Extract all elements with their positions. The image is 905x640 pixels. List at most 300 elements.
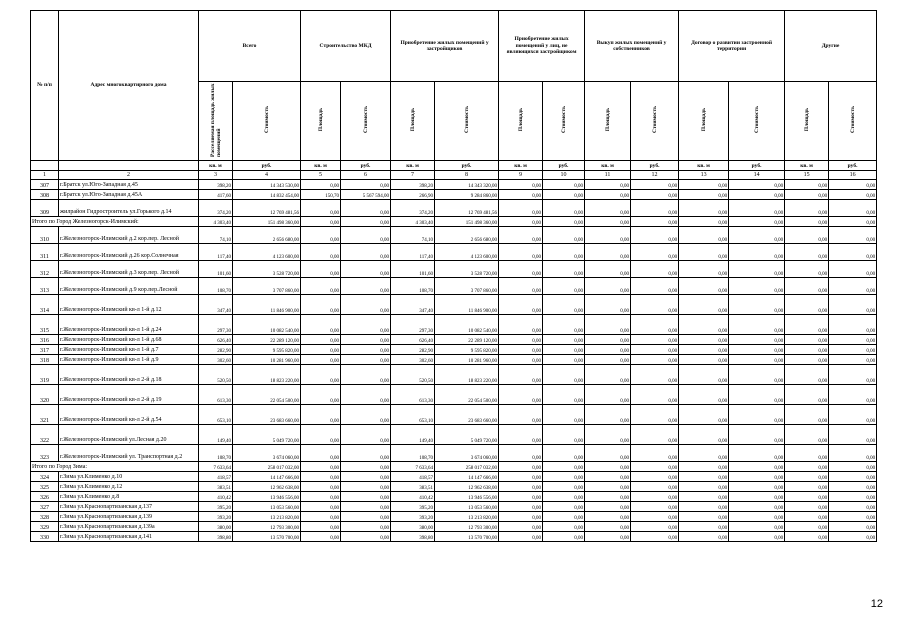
row-address: г.Зима ул.Краснопартизанская д.141 bbox=[59, 532, 199, 542]
cell-cost: 0,00 bbox=[543, 315, 585, 335]
subheader-cost: Стоимость bbox=[729, 82, 785, 161]
cell-cost: 0,00 bbox=[729, 405, 785, 425]
cell-area: 0,00 bbox=[499, 365, 543, 385]
cell-cost: 0,00 bbox=[729, 315, 785, 335]
cell-cost: 0,00 bbox=[829, 405, 877, 425]
cell-cost: 13 570 700,00 bbox=[233, 532, 301, 542]
cell-cost: 0,00 bbox=[341, 295, 391, 315]
cell-area: 149,40 bbox=[391, 425, 435, 445]
column-number: 9 bbox=[499, 171, 543, 180]
cell-area: 418,57 bbox=[199, 472, 233, 482]
cell-cost: 0,00 bbox=[631, 365, 679, 385]
cell-cost: 0,00 bbox=[543, 278, 585, 295]
cell-cost: 18 823 220,00 bbox=[435, 365, 499, 385]
cell-area: 0,00 bbox=[679, 345, 729, 355]
cell-cost: 10 281 960,00 bbox=[233, 355, 301, 365]
table-row bbox=[31, 502, 877, 512]
cell-area: 398,20 bbox=[391, 180, 435, 190]
cell-area: 0,00 bbox=[301, 522, 341, 532]
cell-area: 0,00 bbox=[785, 200, 829, 217]
cell-area: 0,00 bbox=[499, 200, 543, 217]
cell-area: 117,40 bbox=[199, 244, 233, 261]
cell-area: 0,00 bbox=[301, 335, 341, 345]
cell-area: 0,00 bbox=[585, 190, 631, 200]
cell-cost: 3 674 060,00 bbox=[435, 445, 499, 462]
cell-cost: 0,00 bbox=[543, 355, 585, 365]
cell-area: 0,00 bbox=[785, 335, 829, 345]
cell-cost: 4 123 600,00 bbox=[435, 244, 499, 261]
cell-area: 108,70 bbox=[391, 278, 435, 295]
cell-area: 410,42 bbox=[199, 492, 233, 502]
cell-cost: 0,00 bbox=[829, 217, 877, 227]
cell-cost: 0,00 bbox=[341, 217, 391, 227]
cell-cost: 0,00 bbox=[543, 472, 585, 482]
cell-cost: 0,00 bbox=[729, 261, 785, 278]
cell-cost: 0,00 bbox=[543, 425, 585, 445]
cell-cost: 0,00 bbox=[729, 227, 785, 244]
cell-area: 0,00 bbox=[499, 227, 543, 244]
subheader-area: Площадь bbox=[585, 82, 631, 161]
cell-area: 374,20 bbox=[199, 200, 233, 217]
cell-cost: 0,00 bbox=[341, 261, 391, 278]
cell-cost: 23 683 660,00 bbox=[233, 405, 301, 425]
cell-cost: 0,00 bbox=[341, 385, 391, 405]
cell-cost: 10 082 540,00 bbox=[233, 315, 301, 335]
cell-cost: 0,00 bbox=[341, 512, 391, 522]
row-address: г.Железногорск-Илимский кв-л 2-й д.19 bbox=[59, 385, 199, 405]
cell-area: 302,60 bbox=[199, 355, 233, 365]
cell-cost: 23 683 660,00 bbox=[435, 405, 499, 425]
unit-area: кв. м bbox=[785, 161, 829, 171]
cell-area: 0,00 bbox=[679, 200, 729, 217]
cell-cost: 0,00 bbox=[829, 278, 877, 295]
cell-area: 398,80 bbox=[199, 532, 233, 542]
cell-cost: 0,00 bbox=[543, 180, 585, 190]
cell-area: 0,00 bbox=[679, 244, 729, 261]
cell-area: 0,00 bbox=[785, 445, 829, 462]
cell-area: 0,00 bbox=[785, 217, 829, 227]
resettlement-table bbox=[30, 10, 877, 542]
cell-area: 74,10 bbox=[391, 227, 435, 244]
cell-cost: 12 793 300,00 bbox=[233, 522, 301, 532]
cell-area: 417,60 bbox=[199, 190, 233, 200]
row-address: г.Железногорск-Илимский д.3 кор.пер. Лесной bbox=[59, 261, 199, 278]
cell-area: 101,60 bbox=[199, 261, 233, 278]
cell-area: 0,00 bbox=[785, 472, 829, 482]
table-row bbox=[31, 200, 877, 217]
cell-cost: 0,00 bbox=[829, 315, 877, 335]
cell-cost: 0,00 bbox=[341, 445, 391, 462]
table-row bbox=[31, 345, 877, 355]
table-row bbox=[31, 190, 877, 200]
cell-cost: 11 846 900,00 bbox=[435, 295, 499, 315]
column-number: 12 bbox=[631, 171, 679, 180]
unit-area: кв. м bbox=[679, 161, 729, 171]
cell-cost: 0,00 bbox=[829, 425, 877, 445]
cell-cost: 0,00 bbox=[543, 405, 585, 425]
cell-area: 0,00 bbox=[785, 482, 829, 492]
unit-area: кв. м bbox=[391, 161, 435, 171]
cell-area: 0,00 bbox=[301, 180, 341, 190]
cell-cost: 0,00 bbox=[543, 335, 585, 345]
cell-cost: 3 674 060,00 bbox=[233, 445, 301, 462]
cell-area: 0,00 bbox=[301, 278, 341, 295]
subheader-area: Площадь bbox=[785, 82, 829, 161]
cell-area: 0,00 bbox=[499, 315, 543, 335]
cell-cost: 0,00 bbox=[341, 315, 391, 335]
cell-area: 0,00 bbox=[679, 512, 729, 522]
cell-area: 0,00 bbox=[301, 502, 341, 512]
cell-area: 0,00 bbox=[499, 244, 543, 261]
cell-area: 398,20 bbox=[199, 180, 233, 190]
row-address: г.Зима ул.Краснопартизанская д.139а bbox=[59, 522, 199, 532]
cell-area: 0,00 bbox=[301, 472, 341, 482]
cell-area: 0,00 bbox=[585, 200, 631, 217]
cell-cost: 13 946 556,00 bbox=[233, 492, 301, 502]
cell-area: 398,80 bbox=[391, 532, 435, 542]
cell-cost: 2 656 680,00 bbox=[435, 227, 499, 244]
cell-area: 0,00 bbox=[679, 502, 729, 512]
cell-cost: 0,00 bbox=[729, 492, 785, 502]
cell-cost: 0,00 bbox=[341, 522, 391, 532]
cell-area: 383,51 bbox=[391, 482, 435, 492]
table-row bbox=[31, 522, 877, 532]
cell-cost: 0,00 bbox=[729, 445, 785, 462]
cell-area: 653,10 bbox=[199, 405, 233, 425]
cell-area: 0,00 bbox=[679, 472, 729, 482]
cell-area: 380,00 bbox=[199, 522, 233, 532]
cell-cost: 3 707 860,00 bbox=[435, 278, 499, 295]
cell-area: 0,00 bbox=[499, 492, 543, 502]
cell-area: 0,00 bbox=[301, 217, 341, 227]
table-row bbox=[31, 244, 877, 261]
cell-cost: 14 343 320,00 bbox=[435, 180, 499, 190]
cell-cost: 0,00 bbox=[729, 502, 785, 512]
cell-area: 0,00 bbox=[679, 335, 729, 345]
row-number: 330 bbox=[31, 532, 59, 542]
cell-cost: 0,00 bbox=[543, 295, 585, 315]
cell-area: 0,00 bbox=[785, 512, 829, 522]
cell-cost: 0,00 bbox=[341, 335, 391, 345]
cell-area: 0,00 bbox=[301, 355, 341, 365]
cell-cost: 5 049 720,00 bbox=[435, 425, 499, 445]
cell-cost: 14 832 454,00 bbox=[233, 190, 301, 200]
cell-area: 0,00 bbox=[785, 295, 829, 315]
cell-cost: 0,00 bbox=[729, 335, 785, 345]
total-row bbox=[31, 217, 877, 227]
cell-cost: 0,00 bbox=[543, 532, 585, 542]
cell-cost: 0,00 bbox=[631, 217, 679, 227]
row-number: 307 bbox=[31, 180, 59, 190]
row-address: г.Зима ул.Краснопартизанская д.139 bbox=[59, 512, 199, 522]
cell-cost: 13 213 820,00 bbox=[435, 512, 499, 522]
cell-area: 0,00 bbox=[301, 295, 341, 315]
cell-area: 0,00 bbox=[785, 278, 829, 295]
cell-cost: 0,00 bbox=[631, 227, 679, 244]
cell-cost: 0,00 bbox=[631, 278, 679, 295]
cell-cost: 0,00 bbox=[729, 462, 785, 472]
cell-area: 395,20 bbox=[391, 502, 435, 512]
cell-cost: 0,00 bbox=[341, 200, 391, 217]
row-number: 314 bbox=[31, 295, 59, 315]
cell-area: 0,00 bbox=[499, 190, 543, 200]
cell-area: 0,00 bbox=[301, 385, 341, 405]
cell-cost: 0,00 bbox=[829, 512, 877, 522]
cell-area: 108,70 bbox=[199, 278, 233, 295]
cell-cost: 0,00 bbox=[543, 385, 585, 405]
cell-cost: 0,00 bbox=[543, 522, 585, 532]
subheader-cost: Стоимость bbox=[543, 82, 585, 161]
cell-area: 374,20 bbox=[391, 200, 435, 217]
cell-cost: 0,00 bbox=[543, 512, 585, 522]
unit-rub: руб. bbox=[631, 161, 679, 171]
cell-area: 626,40 bbox=[199, 335, 233, 345]
cell-area: 101,60 bbox=[391, 261, 435, 278]
row-number: 319 bbox=[31, 365, 59, 385]
cell-area: 0,00 bbox=[785, 385, 829, 405]
subheader-cost: Стоимость bbox=[233, 82, 301, 161]
unit-area: кв. м bbox=[585, 161, 631, 171]
cell-cost: 0,00 bbox=[543, 502, 585, 512]
header-number: № п/п bbox=[31, 11, 59, 161]
cell-cost: 22 289 120,00 bbox=[233, 335, 301, 345]
cell-cost: 9 595 820,00 bbox=[233, 345, 301, 355]
unit-rub: руб. bbox=[729, 161, 785, 171]
cell-area: 0,00 bbox=[785, 355, 829, 365]
cell-cost: 0,00 bbox=[543, 445, 585, 462]
cell-cost: 0,00 bbox=[829, 295, 877, 315]
table-row bbox=[31, 295, 877, 315]
cell-area: 4 303,40 bbox=[199, 217, 233, 227]
cell-cost: 0,00 bbox=[341, 227, 391, 244]
row-number: 321 bbox=[31, 405, 59, 425]
cell-area: 0,00 bbox=[585, 385, 631, 405]
row-address: г.Железногорск-Илимский кв-л 1-й д.7 bbox=[59, 345, 199, 355]
column-numbers-row bbox=[31, 171, 877, 180]
table-row bbox=[31, 385, 877, 405]
column-number: 7 bbox=[391, 171, 435, 180]
cell-area: 282,90 bbox=[199, 345, 233, 355]
cell-area: 0,00 bbox=[499, 522, 543, 532]
cell-area: 0,00 bbox=[585, 502, 631, 512]
cell-area: 0,00 bbox=[585, 335, 631, 345]
row-number: 324 bbox=[31, 472, 59, 482]
cell-area: 0,00 bbox=[585, 445, 631, 462]
cell-area: 0,00 bbox=[585, 261, 631, 278]
row-number: 328 bbox=[31, 512, 59, 522]
cell-cost: 0,00 bbox=[829, 502, 877, 512]
cell-area: 0,00 bbox=[499, 482, 543, 492]
cell-area: 0,00 bbox=[499, 261, 543, 278]
cell-area: 266,90 bbox=[391, 190, 435, 200]
cell-cost: 0,00 bbox=[729, 355, 785, 365]
cell-cost: 0,00 bbox=[543, 482, 585, 492]
cell-area: 0,00 bbox=[301, 227, 341, 244]
cell-area: 0,00 bbox=[585, 425, 631, 445]
cell-area: 0,00 bbox=[585, 405, 631, 425]
row-address: г.Железногорск-Илимский кв-л 1-й д.68 bbox=[59, 335, 199, 345]
cell-cost: 0,00 bbox=[341, 532, 391, 542]
cell-area: 0,00 bbox=[301, 482, 341, 492]
cell-area: 0,00 bbox=[499, 512, 543, 522]
cell-area: 0,00 bbox=[301, 512, 341, 522]
cell-area: 0,00 bbox=[499, 425, 543, 445]
row-number: 309 bbox=[31, 200, 59, 217]
table-row bbox=[31, 532, 877, 542]
cell-cost: 0,00 bbox=[631, 180, 679, 190]
cell-cost: 0,00 bbox=[729, 217, 785, 227]
document-sheet bbox=[30, 10, 877, 542]
row-number: 320 bbox=[31, 385, 59, 405]
cell-area: 0,00 bbox=[585, 244, 631, 261]
cell-cost: 13 213 820,00 bbox=[233, 512, 301, 522]
row-address: г.Зима ул.Клименко д.8 bbox=[59, 492, 199, 502]
cell-cost: 2 656 680,00 bbox=[233, 227, 301, 244]
column-number: 10 bbox=[543, 171, 585, 180]
cell-cost: 0,00 bbox=[631, 200, 679, 217]
cell-cost: 0,00 bbox=[631, 345, 679, 355]
cell-cost: 0,00 bbox=[631, 502, 679, 512]
cell-area: 0,00 bbox=[679, 522, 729, 532]
cell-cost: 13 946 556,00 bbox=[435, 492, 499, 502]
cell-cost: 0,00 bbox=[631, 385, 679, 405]
cell-area: 0,00 bbox=[301, 365, 341, 385]
cell-area: 0,00 bbox=[679, 190, 729, 200]
row-number: 315 bbox=[31, 315, 59, 335]
row-number: 308 bbox=[31, 190, 59, 200]
cell-cost: 0,00 bbox=[631, 425, 679, 445]
cell-cost: 10 082 540,00 bbox=[435, 315, 499, 335]
unit-rub: руб. bbox=[435, 161, 499, 171]
cell-area: 0,00 bbox=[785, 190, 829, 200]
cell-area: 0,00 bbox=[679, 405, 729, 425]
cell-cost: 0,00 bbox=[829, 335, 877, 345]
row-address: г.Зима ул.Краснопартизанская д.137 bbox=[59, 502, 199, 512]
cell-cost: 0,00 bbox=[829, 180, 877, 190]
subheader-cost: Стоимость bbox=[631, 82, 679, 161]
cell-cost: 0,00 bbox=[631, 492, 679, 502]
table-row bbox=[31, 355, 877, 365]
header-group-territory: Договор о развитии застроенной территории bbox=[679, 11, 785, 82]
cell-area: 0,00 bbox=[785, 365, 829, 385]
cell-cost: 0,00 bbox=[631, 532, 679, 542]
cell-cost: 0,00 bbox=[729, 295, 785, 315]
cell-area: 0,00 bbox=[679, 278, 729, 295]
cell-area: 0,00 bbox=[585, 462, 631, 472]
unit-rub: руб. bbox=[829, 161, 877, 171]
cell-cost: 18 823 220,00 bbox=[233, 365, 301, 385]
row-address: г.Железногорск-Илимский д.26 кор.Солнечная bbox=[59, 244, 199, 261]
row-address: г.Железногорск-Илимский кв-л 1-й д.24 bbox=[59, 315, 199, 335]
cell-cost: 0,00 bbox=[829, 472, 877, 482]
cell-cost: 0,00 bbox=[341, 472, 391, 482]
cell-area: 0,00 bbox=[301, 425, 341, 445]
cell-cost: 0,00 bbox=[631, 512, 679, 522]
cell-cost: 22 289 120,00 bbox=[435, 335, 499, 345]
table-row bbox=[31, 512, 877, 522]
cell-cost: 0,00 bbox=[543, 261, 585, 278]
cell-area: 0,00 bbox=[585, 295, 631, 315]
row-number: 318 bbox=[31, 355, 59, 365]
cell-cost: 151 498 360,00 bbox=[233, 217, 301, 227]
cell-area: 0,00 bbox=[679, 315, 729, 335]
cell-cost: 0,00 bbox=[631, 261, 679, 278]
cell-cost: 0,00 bbox=[729, 385, 785, 405]
column-number: 16 bbox=[829, 171, 877, 180]
cell-area: 613,30 bbox=[199, 385, 233, 405]
cell-cost: 3 528 720,00 bbox=[435, 261, 499, 278]
cell-cost: 0,00 bbox=[729, 345, 785, 355]
cell-area: 0,00 bbox=[679, 385, 729, 405]
row-number: 312 bbox=[31, 261, 59, 278]
table-body bbox=[31, 180, 877, 542]
cell-cost: 0,00 bbox=[829, 345, 877, 355]
cell-area: 0,00 bbox=[585, 522, 631, 532]
cell-area: 0,00 bbox=[585, 492, 631, 502]
cell-area: 0,00 bbox=[785, 227, 829, 244]
cell-area: 0,00 bbox=[785, 462, 829, 472]
cell-cost: 12 793 300,00 bbox=[435, 522, 499, 532]
cell-cost: 13 570 700,00 bbox=[435, 532, 499, 542]
cell-area: 380,00 bbox=[391, 522, 435, 532]
cell-cost: 0,00 bbox=[631, 482, 679, 492]
cell-area: 0,00 bbox=[499, 405, 543, 425]
cell-cost: 0,00 bbox=[341, 244, 391, 261]
row-address: г.Железногорск-Илимский кв-л 1-й д.9 bbox=[59, 355, 199, 365]
cell-area: 410,42 bbox=[391, 492, 435, 502]
cell-cost: 10 281 960,00 bbox=[435, 355, 499, 365]
cell-cost: 14 147 666,00 bbox=[233, 472, 301, 482]
cell-cost: 0,00 bbox=[829, 227, 877, 244]
cell-area: 0,00 bbox=[679, 180, 729, 190]
cell-cost: 0,00 bbox=[341, 180, 391, 190]
cell-area: 0,00 bbox=[499, 472, 543, 482]
cell-cost: 0,00 bbox=[631, 295, 679, 315]
table-row bbox=[31, 278, 877, 295]
cell-area: 0,00 bbox=[499, 385, 543, 405]
cell-cost: 5 049 720,00 bbox=[233, 425, 301, 445]
cell-area: 0,00 bbox=[301, 405, 341, 425]
cell-area: 7 633,64 bbox=[391, 462, 435, 472]
column-number: 4 bbox=[233, 171, 301, 180]
row-number: 313 bbox=[31, 278, 59, 295]
cell-area: 347,40 bbox=[391, 295, 435, 315]
cell-area: 653,10 bbox=[391, 405, 435, 425]
cell-area: 0,00 bbox=[301, 244, 341, 261]
total-label: Итого по Город Зима: bbox=[31, 462, 199, 472]
cell-area: 418,57 bbox=[391, 472, 435, 482]
row-number: 329 bbox=[31, 522, 59, 532]
cell-cost: 0,00 bbox=[729, 532, 785, 542]
cell-area: 0,00 bbox=[585, 278, 631, 295]
cell-cost: 0,00 bbox=[729, 278, 785, 295]
cell-area: 0,00 bbox=[301, 462, 341, 472]
row-number: 326 bbox=[31, 492, 59, 502]
cell-area: 0,00 bbox=[679, 217, 729, 227]
cell-cost: 0,00 bbox=[341, 425, 391, 445]
page-number: 12 bbox=[870, 598, 883, 610]
table-row bbox=[31, 482, 877, 492]
cell-area: 302,60 bbox=[391, 355, 435, 365]
cell-cost: 9 595 820,00 bbox=[435, 345, 499, 355]
cell-area: 0,00 bbox=[585, 512, 631, 522]
cell-area: 0,00 bbox=[585, 180, 631, 190]
cell-cost: 13 053 560,00 bbox=[435, 502, 499, 512]
table-row bbox=[31, 445, 877, 462]
column-number: 14 bbox=[729, 171, 785, 180]
cell-cost: 0,00 bbox=[829, 355, 877, 365]
cell-area: 0,00 bbox=[499, 445, 543, 462]
